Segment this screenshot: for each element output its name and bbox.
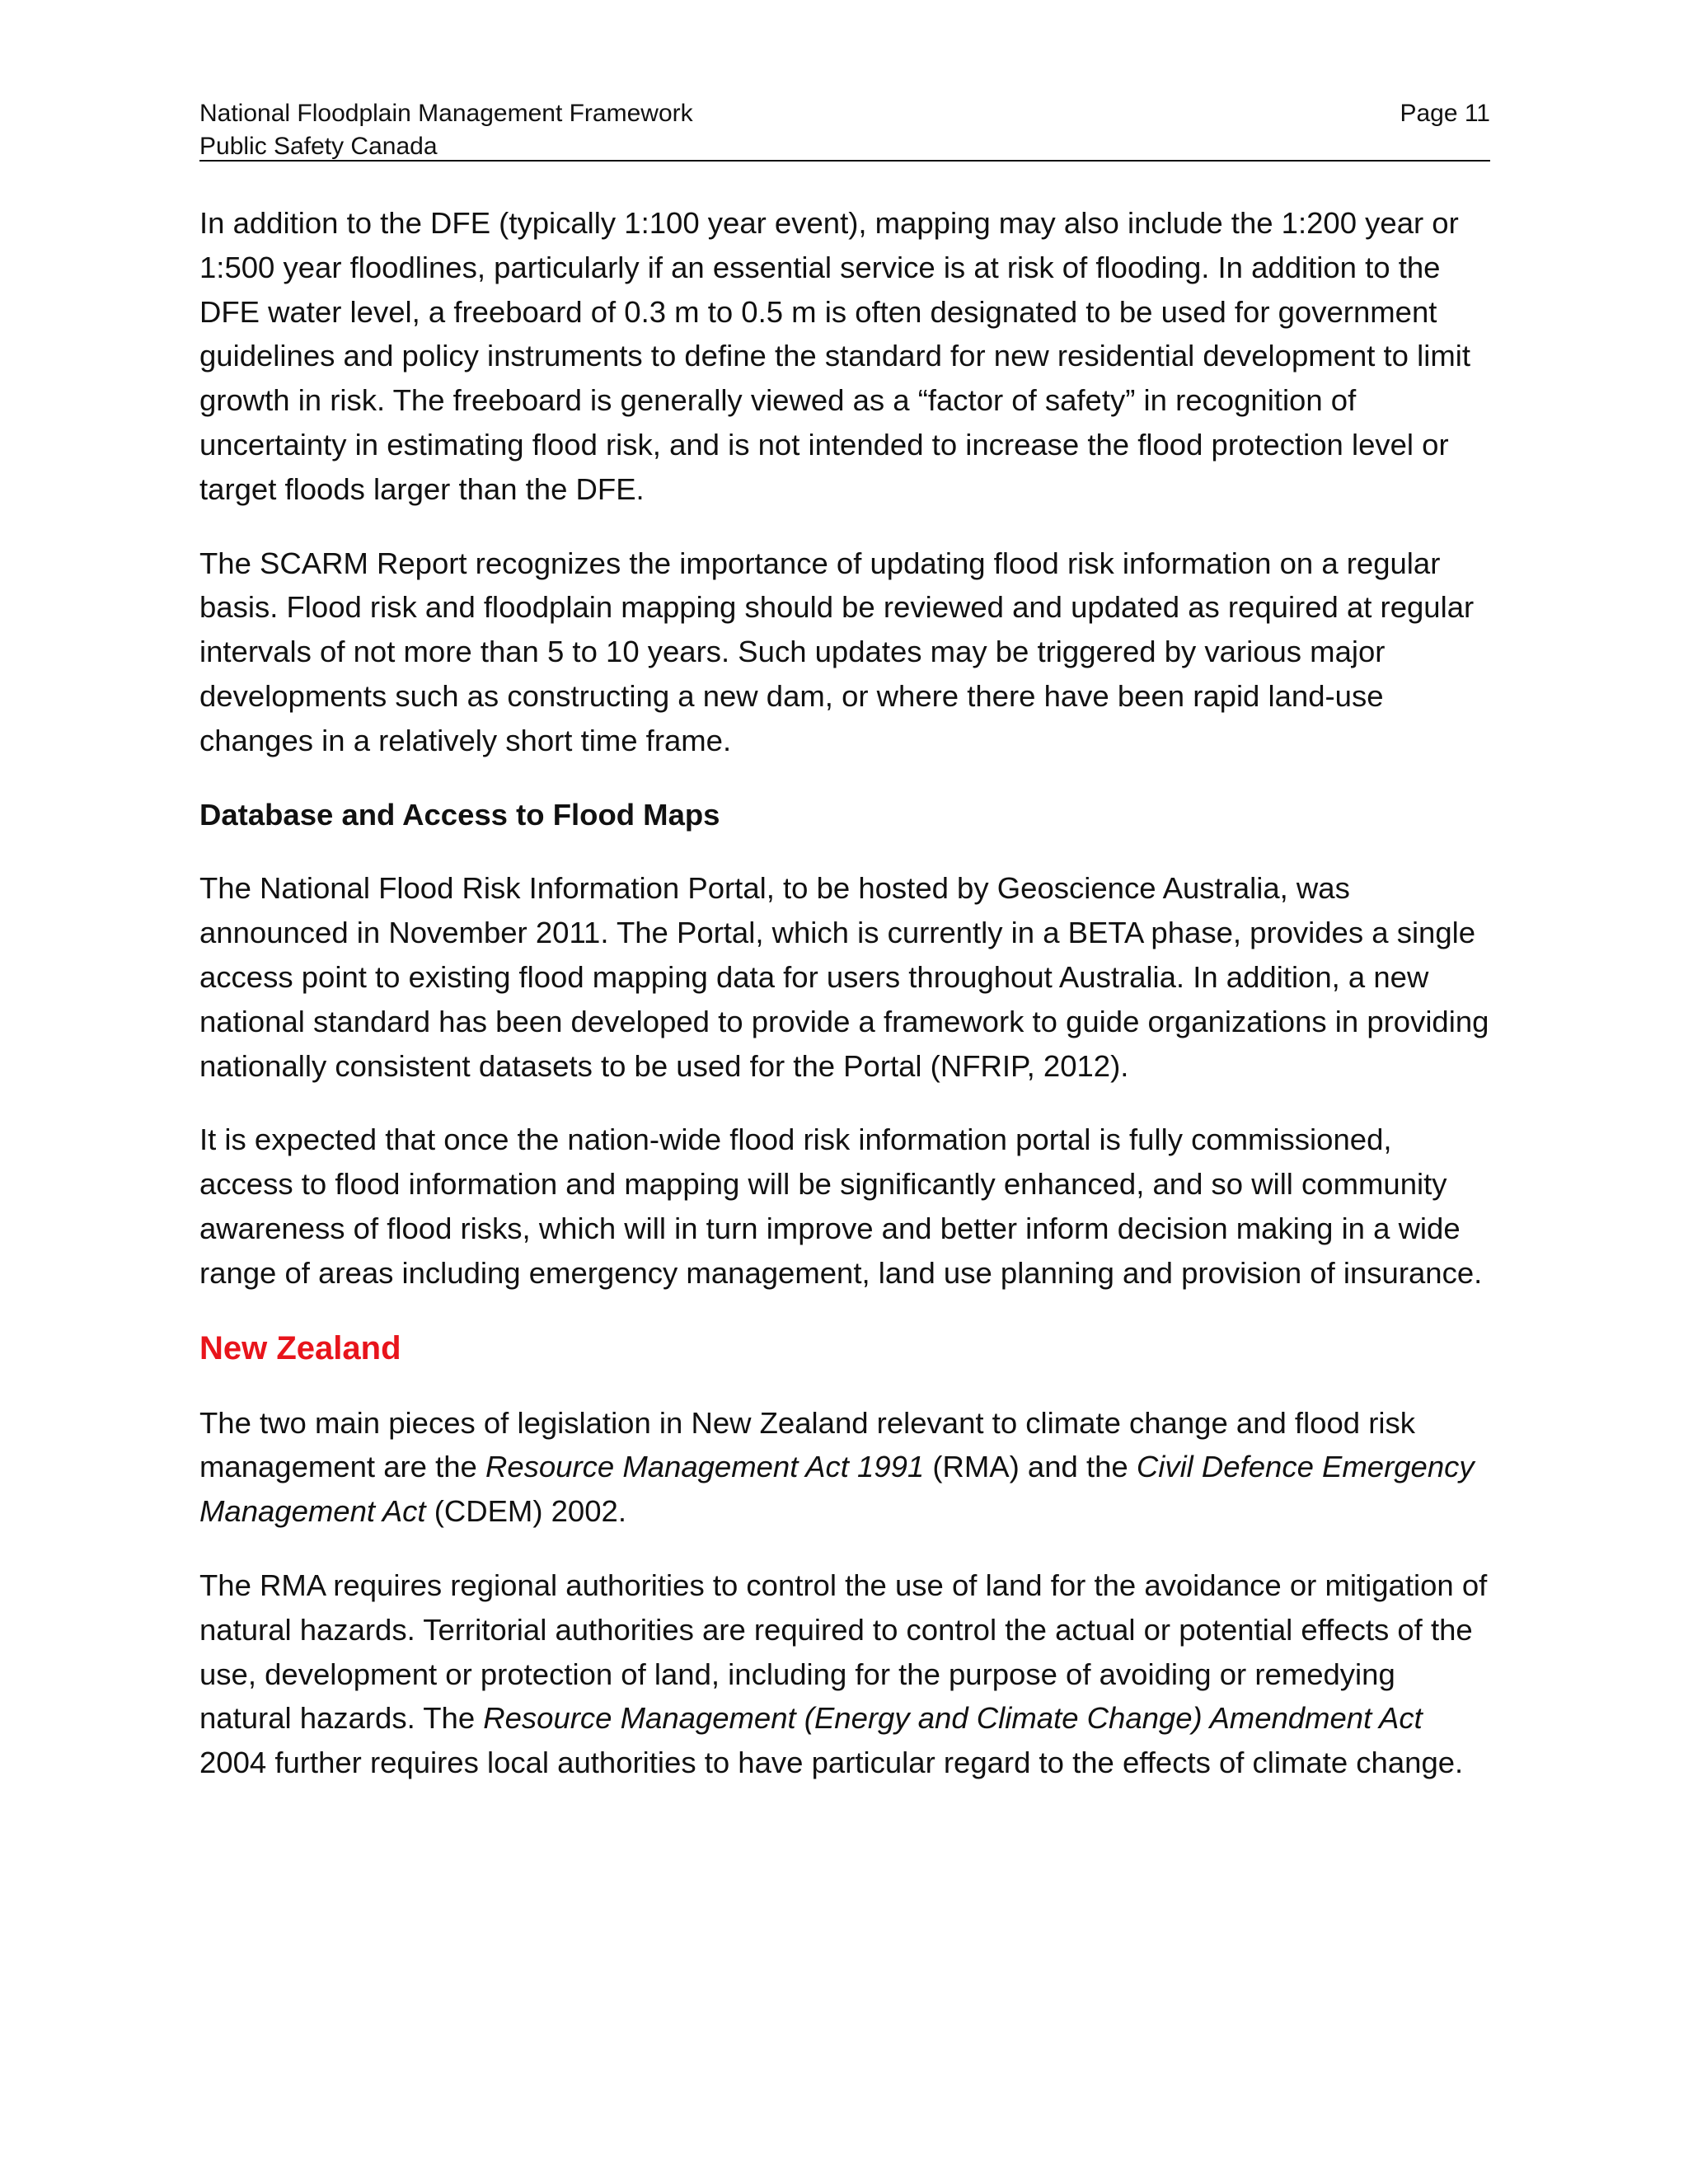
subheading-database-access: Database and Access to Flood Maps xyxy=(199,797,720,832)
paragraph-scarm-report: The SCARM Report recognizes the importance of updating flood risk information on a regular basis. Flood risk and floodplain mapping should be reviewed and updated as required at regular intervals of not more than 5 to 10 years. Such updates may be triggered by various major developments such as constructing a new dam, or where there have been rapid land-use changes in a relatively short time frame. xyxy=(199,546,1475,757)
paragraph-portal-expectations: It is expected that once the nation-wide flood risk information portal is fully commissioned, access to flood information and mapping will be significantly enhanced, and so will community awareness of flood risks, which will in turn improve and better inform decision making in a wide range of areas including emergency management, land use planning and provision of insurance. xyxy=(199,1122,1483,1290)
header-divider xyxy=(199,160,1490,162)
rma-text-2: 2004 further requires local authorities to have particular regard to the effects of climate change. xyxy=(199,1746,1464,1780)
paragraph-flood-portal: The National Flood Risk Information Portal, to be hosted by Geoscience Australia, was announced in November 2011. The Portal, which is currently in a BETA phase, provides a single access point to existing flood mapping data for users throughout Australia. In addition, a new national standard has been developed to provide a framework to guide organizations in providing nationally consistent datasets to be used for the Portal (NFRIP, 2012). xyxy=(199,871,1489,1083)
header-title: National Floodplain Management Framework xyxy=(199,100,693,127)
paragraph-dfe-mapping: In addition to the DFE (typically 1:100 year event), mapping may also include the 1:200 year or 1:500 year floodlines, particularly if an essential service is at risk of flooding. In addition to the DFE water level, a freeboard of 0.3 m to 0.5 m is often designated to be used for government guidelines and policy instruments to define the standard for new residential development to limit growth in risk. The freeboard is generally viewed as a “factor of safety” in recognition of uncertainty in estimating flood risk, and is not intended to increase the flood protection level or target floods larger than the DFE. xyxy=(199,206,1470,506)
rma-text-1: The RMA requires regional authorities to control the use of land for the avoidance or mitigation of natural hazards. Territorial authorities are required to control the actual or potential effects of the use, development or protection of land, including for the purpose of avoiding or remedying natural hazards. The xyxy=(199,1568,1488,1736)
nz-legislation-text-1: The two main pieces of legislation in New Zealand relevant to climate change and flood risk management are the xyxy=(199,1405,1415,1484)
header-left xyxy=(199,97,693,163)
page-header xyxy=(199,97,1490,162)
nz-legislation-text-3: (CDEM) 2002. xyxy=(425,1494,626,1529)
nz-legislation-text-2: (RMA) and the xyxy=(924,1450,1137,1484)
cdem-act-title: Civil Defence Emergency Management Act xyxy=(199,1450,1475,1529)
header-subtitle: Public Safety Canada xyxy=(199,133,438,160)
page-number: Page 11 xyxy=(1400,100,1490,127)
paragraph-nz-legislation xyxy=(199,1401,1493,1534)
amendment-act-title: Resource Management (Energy and Climate Change) Amendment Act xyxy=(483,1701,1423,1736)
section-heading-new-zealand: New Zealand xyxy=(199,1329,401,1366)
paragraph-rma-requirements xyxy=(199,1563,1493,1785)
rma-act-title: Resource Management Act 1991 xyxy=(485,1450,925,1484)
page-content xyxy=(199,201,1493,1815)
